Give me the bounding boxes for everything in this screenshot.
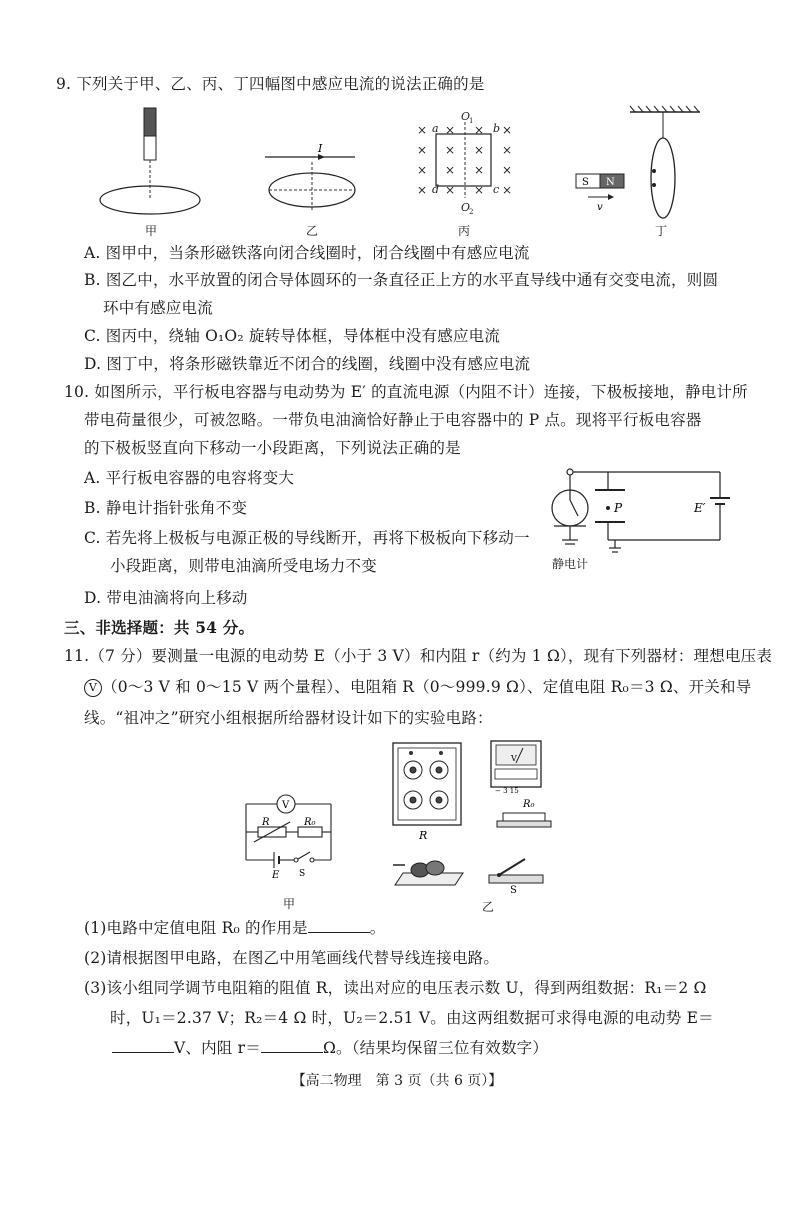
jia-label-S: S — [299, 869, 306, 879]
q11-stem-2 — [84, 677, 751, 697]
label-O1: O — [461, 110, 471, 123]
svg-text:×: × — [474, 163, 485, 177]
svg-text:×: × — [502, 163, 513, 177]
svg-text:×: × — [417, 143, 428, 157]
q11-stem-2-text: （0～3 V 和 0～15 V 两个量程）、电阻箱 R（0～999.9 Ω）、定值电阻 R₀＝3 Ω、开关和导 — [102, 678, 752, 696]
fig-bing-frame-field — [417, 110, 512, 216]
svg-text:×: × — [445, 163, 456, 177]
svg-text:×: × — [445, 123, 456, 137]
fig-label-yi: 乙 — [306, 224, 319, 238]
fig-yi-wire-ring — [265, 142, 355, 212]
label-v: v — [597, 202, 603, 213]
q10-circuit-figure — [540, 460, 740, 570]
label-b: b — [493, 122, 501, 135]
page-footer: 【高二物理 第 3 页（共 6 页）】 — [291, 1073, 503, 1089]
jia-label-V: V — [282, 800, 290, 811]
yi-label-R0: R₀ — [523, 799, 535, 810]
q11-sub1-end: 。 — [369, 919, 386, 937]
svg-text:×: × — [417, 123, 428, 137]
svg-text:×: × — [417, 183, 428, 197]
svg-text:×: × — [445, 183, 456, 197]
q11-sub2: (2)请根据图甲电路，在图乙中用笔画线代替导线连接电路。 — [84, 949, 500, 967]
answer-blank-r[interactable] — [261, 1038, 323, 1053]
fig-label-ding: 丁 — [655, 224, 668, 238]
fig-ding-magnet-coil — [576, 106, 700, 218]
fig-jia-magnet-coil — [100, 108, 200, 214]
voltmeter-symbol: V — [84, 679, 102, 697]
q9-option-b: B. 图乙中，水平放置的闭合导体圆环的一条直径正上方的水平直导线中通有交变电流，则圆 — [84, 271, 719, 289]
q10-stem-1: 10. 如图所示，平行板电容器与电动势为 E′ 的直流电源（内阻不计）连接，下极板接地，静电计所 — [64, 383, 748, 401]
q10-stem-3: 的下极板竖直向下移动一小段距离，下列说法正确的是 — [84, 439, 461, 457]
svg-text:×: × — [502, 143, 513, 157]
q9-option-a: A. 图甲中，当条形磁铁落向闭合线圈时，闭合线圈中有感应电流 — [84, 244, 530, 262]
q10-option-c-cont: 小段距离，则带电油滴所受电场力不变 — [110, 557, 377, 575]
q11-stem-1: 11.（7 分）要测量一电源的电动势 E（小于 3 V）和内阻 r（约为 1 Ω），现有下列器材：理想电压表 — [64, 647, 773, 665]
q11-sub3-3 — [112, 1038, 548, 1058]
q10-option-a: A. 平行板电容器的电容将变大 — [84, 469, 295, 487]
yi-voltmeter-v: V — [511, 754, 517, 763]
svg-text:×: × — [445, 143, 456, 157]
label-O2-sub: 2 — [469, 208, 474, 216]
label-O2: O — [461, 201, 471, 214]
q10-option-d: D. 带电油滴将向上移动 — [84, 589, 248, 607]
svg-text:×: × — [474, 183, 485, 197]
q9-option-c: C. 图丙中，绕轴 O₁O₂ 旋转导体框，导体框中没有感应电流 — [84, 327, 501, 345]
label-N: N — [606, 177, 615, 188]
label-P: P — [614, 501, 623, 515]
jia-label-E: E — [272, 870, 280, 880]
q11-fig-jia-caption: 甲 — [283, 897, 296, 911]
jia-label-R: R — [262, 817, 270, 828]
q11-sub3-3b: Ω。（结果均保留三位有效数字） — [322, 1039, 549, 1057]
yi-label-S: S — [510, 885, 517, 895]
q9-option-b-cont: 环中有感应电流 — [103, 299, 213, 317]
label-c: c — [493, 183, 500, 196]
jia-label-R0: R₀ — [304, 817, 316, 828]
svg-text:×: × — [417, 163, 428, 177]
yi-meter-marks: − 3 15 — [495, 787, 519, 795]
q11-circuit-jia — [236, 790, 346, 880]
yi-label-R: R — [419, 829, 428, 842]
q11-apparatus-yi — [385, 735, 565, 895]
fig-label-bing: 丙 — [458, 224, 471, 238]
svg-text:×: × — [474, 123, 485, 137]
section3-heading: 三、非选择题：共 54 分。 — [64, 618, 255, 637]
label-E-prime: E′ — [694, 501, 706, 515]
q10-option-c: C. 若先将上极板与电源正极的导线断开，再将下极板向下移动一 — [84, 529, 530, 547]
label-a: a — [432, 122, 439, 135]
answer-blank-E[interactable] — [112, 1038, 174, 1053]
q10-stem-2: 带电荷量很少，可被忽略。一带负电油滴恰好静止于电容器中的 P 点。现将平行板电容器 — [84, 411, 702, 429]
svg-text:×: × — [502, 183, 513, 197]
electrometer-caption: 静电计 — [552, 557, 589, 571]
q11-sub1-text: (1)电路中定值电阻 R₀ 的作用是 — [84, 919, 308, 937]
q9-stem: 9. 下列关于甲、乙、丙、丁四幅图中感应电流的说法正确的是 — [56, 75, 485, 93]
label-S: S — [582, 177, 589, 188]
q10-option-b: B. 静电计指针张角不变 — [84, 499, 248, 517]
q11-fig-yi-caption: 乙 — [482, 900, 495, 914]
answer-blank-1[interactable] — [308, 918, 370, 933]
label-d: d — [432, 183, 440, 196]
label-I: I — [318, 142, 323, 155]
svg-text:×: × — [474, 143, 485, 157]
fig-label-jia: 甲 — [145, 224, 158, 238]
q11-stem-3: 线。“祖冲之”研究小组根据所给器材设计如下的实验电路： — [84, 709, 493, 727]
q9-option-d: D. 图丁中，将条形磁铁靠近不闭合的线圈，线圈中没有感应电流 — [84, 355, 531, 373]
q11-sub1 — [84, 918, 386, 938]
label-O1-sub: 1 — [469, 117, 474, 125]
svg-text:×: × — [502, 123, 513, 137]
q11-sub3-1: (3)该小组同学调节电阻箱的阻值 R，读出对应的电压表示数 U，得到两组数据：R₁＝2 Ω — [84, 979, 707, 997]
q11-sub3-3a: V、内阻 r＝ — [174, 1039, 261, 1057]
q11-sub3-2: 时，U₁＝2.37 V；R₂＝4 Ω 时，U₂＝2.51 V。由这两组数据可求得电源的电动势 E＝ — [110, 1009, 714, 1027]
